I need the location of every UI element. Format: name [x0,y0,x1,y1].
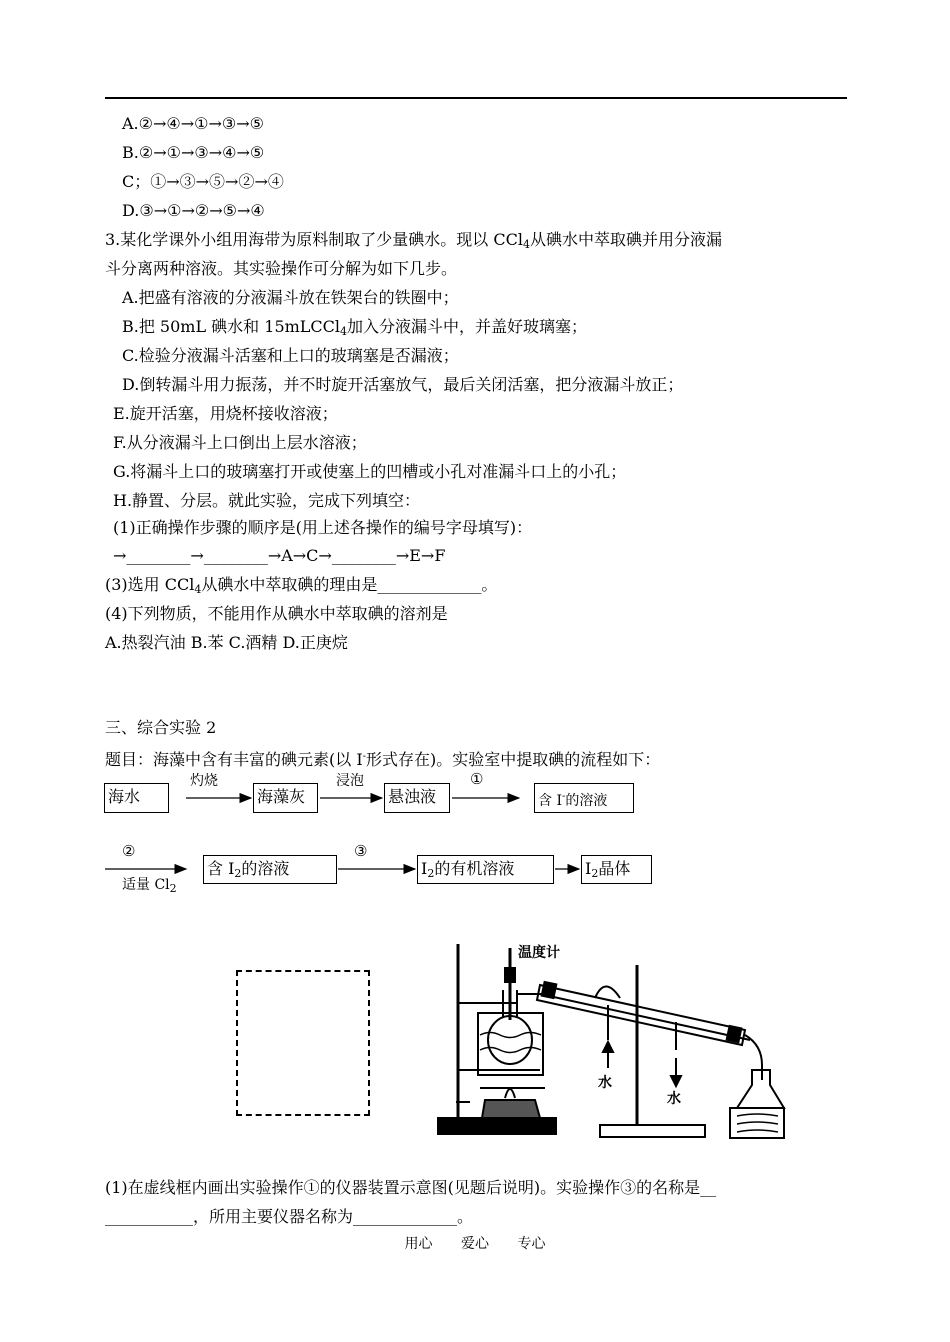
right-stand-base [600,1125,705,1137]
section3-topic: 题目：海藻中含有丰富的碘元素(以 I-形式存在)。实验室中提取碘的流程如下： [105,750,661,769]
water-out-label: 水 [667,1091,681,1107]
footer-word-3: 专心 [517,1236,546,1252]
q3-stem-line1: 3.某化学课外小组用海带为原料制取了少量碘水。现以 CCl$_4$从碘水中萃取碘并用分液漏 [105,230,722,251]
step-e: E.旋开活塞，用烧杯接收溶液； [113,404,338,423]
footer-word-2: 爱心 [461,1236,489,1252]
step-g: G.将漏斗上口的玻璃塞打开或使塞上的凹槽或小孔对准漏斗口上的小孔； [113,462,627,481]
step-h: H.静置、分层。就此实验，完成下列填空： [113,491,421,510]
flow-label-chlorine: 适量 $Cl_2$ [122,877,177,895]
page-footer [0,1233,950,1253]
step-d: D.倒转漏斗用力振荡，并不时旋开活塞放气，最后关闭活塞，把分液漏斗放正； [122,375,684,394]
q3-stem-line2: 斗分离两种溶液。其实验操作可分解为如下几步。 [105,259,458,278]
step-a: A.把盛有溶液的分液漏斗放在铁架台的铁圈中； [122,288,459,307]
flow-label-step2: ② [122,842,136,860]
option-a: A.②→④→①→③→⑤ [122,114,264,133]
q3-sub1: (1)正确操作步骤的顺序是(用上述各操作的编号字母填写)： [113,518,533,537]
flow-box-ash: 海藻灰 [253,783,318,813]
flow-box-suspension: 悬浊液 [384,783,450,813]
step-f: F.从分液漏斗上口倒出上层水溶液； [113,433,367,452]
step-b: B.把 50mL 碘水和 15mLCCl$_4$加入分液漏斗中，并盖好玻璃塞； [122,317,588,338]
section3-question1-line2: ___________，所用主要仪器名称为_____________。 [105,1207,474,1226]
q3-sub4: (4)下列物质，不能用作从碘水中萃取碘的溶剂是 [105,604,448,623]
flow-box-organic-solution: $I_2$的有机溶液 [417,855,554,884]
section3-question1-line1: (1)在虚线框内画出实验操作①的仪器装置示意图(见题后说明)。实验操作③的名称是__ [105,1178,717,1197]
footer-word-1: 用心 [404,1236,433,1252]
condenser-tube [517,994,750,1040]
water-in-label: 水 [598,1075,612,1091]
receiving-flask [737,1070,784,1108]
option-b: B.②→①→③→④→⑤ [122,143,265,162]
distilling-flask [488,1016,532,1064]
adapter [745,1035,762,1080]
alcohol-lamp [482,1100,540,1118]
flow-box-seawater: 海水 [104,783,169,813]
flow-box-iodine-solution: 含 $I_2$的溶液 [203,855,337,884]
left-stand-base [438,1118,556,1134]
q3-sub3: (3)选用 CCl$_4$从碘水中萃取碘的理由是_____________。 [105,575,498,596]
condenser-jacket [537,985,745,1045]
option-d: D.③→①→②→⑤→④ [122,201,265,220]
q3-sub4-options: A.热裂汽油 B.苯 C.酒精 D.正庚烷 [105,633,348,652]
flow-box-iodine-crystal: $I_2$晶体 [581,855,652,884]
flow-label-step3: ③ [354,842,368,860]
thermometer-label: 温度计 [518,945,560,961]
flow-label-step1: ① [470,770,484,788]
flow-box-iodide-solution: 含 I-的溶液 [534,783,634,813]
flow-label-burn: 灼烧 [190,773,218,789]
option-c: C；①→③→⑤→②→④ [122,172,284,191]
q3-sub1-blanks: →________→________→A→C→________→E→F [113,546,446,565]
step-c: C.检验分液漏斗活塞和上口的玻璃塞是否漏液； [122,346,459,365]
flow-label-soak: 浸泡 [336,773,364,789]
section3-title: 三、综合实验 2 [105,718,217,737]
